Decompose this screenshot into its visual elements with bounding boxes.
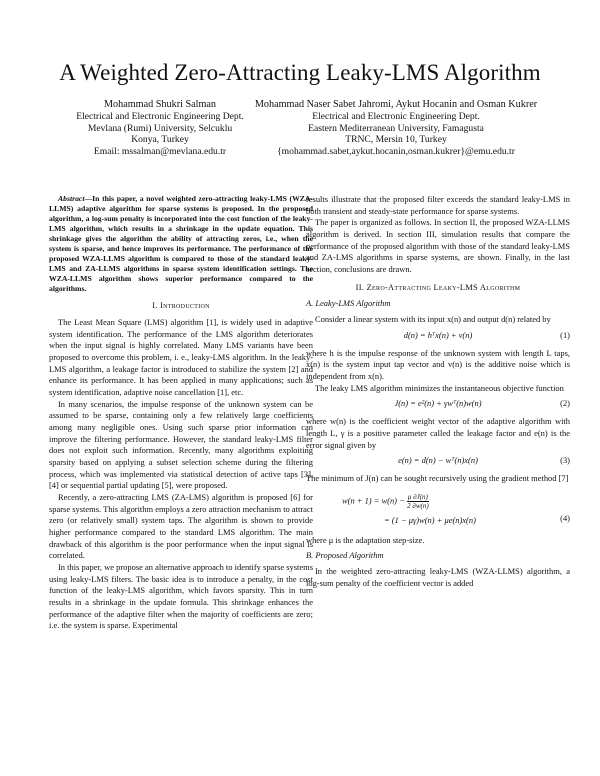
- author-1-location: Konya, Turkey: [131, 134, 189, 146]
- intro-paragraph-1: The Least Mean Square (LMS) algorithm [1], is widely used in adaptive system identification. The performance of the LMS algorithm deteriorates when the input signal is highly correlated. Many LMS variants have been proposed to overcome this problem, i. e., leaky-LMS algorithm. In the leaky-LMS algorithm, a leakage factor is introduced to stabilize the system [2] and enhance its performance. It has been applied in many applications; such as system identification, adaptive noise cancellation [1], etc.: [49, 317, 313, 398]
- equation-4-line-2: = (1 − μγ)w(n) + μe(n)x(n): [384, 514, 476, 525]
- intro-paragraph-2: In many scenarios, the impulse response of the unknown system can be assumed to be sparse, containing only a few relatively large coefficients among many negligible ones. Using such sparse prior information can improve the filtering performance. However, the standard leaky-LMS filter does not exploit such information. Recently, many algorithms exploiting sparsity based on applying a subset selection scheme during the filtering process, which was implemented via statistical detection of active taps [3], [4] or sequential partial updating [5], were proposed.: [49, 398, 313, 491]
- equation-4-fraction-bottom: 2 ∂w(n): [407, 501, 429, 510]
- leaky-lms-paragraph-1: Consider a linear system with its input x(n) and output d(n) related by: [315, 313, 551, 324]
- section-2-heading: II. Zero-Attracting Leaky-LMS Algorithm: [355, 282, 521, 292]
- leaky-lms-paragraph-5: The minimum of J(n) can be sought recursively using the gradient method [7]: [306, 473, 569, 484]
- intro-paragraph-3: Recently, a zero-attracting LMS (ZA-LMS) algorithm is proposed [6] for sparse systems. This algorithm employs a zero attraction mechanism to attract zero (or relatively small) system taps. The algorithm is shown to provide higher performance compared to the standard LMS algorithm. The main drawback of this algorithm is the poor performance when the input signal is correlated.: [49, 491, 313, 561]
- section-1-heading: I. Introduction: [152, 301, 210, 311]
- equation-1-body: d(n) = hᵀx(n) + v(n): [403, 329, 473, 340]
- subsection-a-heading: A. Leaky-LMS Algorithm: [306, 298, 391, 309]
- equation-2-number: (2): [560, 398, 570, 409]
- author-1-name: Mohammad Shukri Salman: [103, 99, 217, 110]
- right-column: [306, 194, 570, 589]
- paper-title: A Weighted Zero-Attracting Leaky-LMS Algorithm: [59, 60, 541, 85]
- author-2-email: {mohammad.sabet,aykut.hocanin,osman.kukrer}@emu.edu.tr: [277, 145, 515, 157]
- leaky-lms-paragraph-3: The leaky LMS algorithm minimizes the instantaneous objective function: [315, 382, 564, 393]
- author-2-dept: Electrical and Electronic Engineering Dept.: [312, 111, 480, 123]
- intro-paragraph-6: The paper is organized as follows. In section II, the proposed WZA-LLMS algorithm is derived. In section III, simulation results that compare the performance of the proposed algorithm with those of the standard leaky-LMS and ZA-LMS algorithms in sparse systems, are shown. Finally, in the last section, conclusions are drawn.: [306, 217, 570, 274]
- equation-3: [306, 451, 570, 473]
- equation-4-line-1: [342, 493, 429, 510]
- abstract: [49, 194, 313, 294]
- author-1-university: Mevlana (Rumi) University, Selcuklu: [87, 122, 233, 134]
- leaky-lms-paragraph-4: where w(n) is the coefficient weight vector of the adaptive algorithm with length L, γ is a positive parameter called the leakage factor and e(n) is the error signal given by: [306, 416, 570, 450]
- equation-4-number: (4): [560, 512, 570, 523]
- abstract-label: Abstract: [58, 194, 85, 203]
- proposed-paragraph-1: In the weighted zero-attracting leaky-LMS (WZA-LLMS) algorithm, a log-sum penalty of the coefficient vector is added: [306, 566, 570, 588]
- equation-4-fraction-top: μ ∂J(n): [407, 492, 428, 501]
- equation-2: [306, 394, 570, 416]
- abstract-text: —In this paper, a novel weighted zero-attracting leaky-LMS (WZA-LLMS) adaptive algorithm for sparse systems is proposed. In the proposed algorithm, a log-sum penalty is incorporated into the cost function of the leaky-LMS algorithm, which results in a shrinkage in the update equation. This shrinkage gives the algorithm the ability of attracting zeros, i.e., when the system is sparse, and hence improves its performance. The performance of the proposed WZA-LLMS algorithm is compared to those of the standard leaky-LMS and ZA-LLMS algorithms in sparse system identification settings. The WZA-LLMS algorithm shows superior performance compared to the algorithms.: [49, 194, 313, 294]
- leaky-lms-paragraph-2: where h is the impulse response of the unknown system with length L taps, x(n) is the system input tap vector and v(n) is the additive noise which is independent from x(n).: [306, 347, 570, 381]
- author-2-location: TRNC, Mersin 10, Turkey: [345, 134, 447, 146]
- leaky-lms-paragraph-6: where μ is the adaptation step-size.: [306, 534, 425, 545]
- equation-1: [306, 326, 570, 348]
- author-1: [55, 99, 265, 157]
- author-2-university: Eastern Mediterranean University, Famagusta: [308, 122, 484, 134]
- subsection-b-heading: B. Proposed Algorithm: [306, 550, 384, 561]
- author-2-name: Mohammad Naser Sabet Jahromi, Aykut Hocanin and Osman Kukrer: [254, 99, 538, 110]
- author-2: [236, 99, 556, 157]
- equation-2-body: J(n) = e²(n) + γwᵀ(n)w(n): [394, 398, 482, 409]
- equation-1-number: (1): [560, 329, 570, 340]
- author-1-dept: Electrical and Electronic Engineering Dept.: [76, 111, 244, 123]
- left-column: [49, 194, 313, 632]
- equation-3-number: (3): [560, 455, 570, 466]
- author-1-email: Email: mssalman@mevlana.edu.tr: [93, 145, 227, 157]
- equation-4-lhs: w(n + 1) = w(n) −: [342, 495, 405, 506]
- equation-4-fraction: [407, 493, 429, 510]
- equation-3-body: e(n) = d(n) − wᵀ(n)x(n): [398, 455, 478, 466]
- equation-4: [306, 485, 570, 535]
- intro-paragraph-4: In this paper, we propose an alternative approach to identify sparse systems using leaky-LMS filters. The basic idea is to introduce a penalty, in the cost function of the leaky-LMS algorithm, which favors sparsity. This in turn results in a shrinkage in the update formula. This shrinkage enhances the performance of the adaptive filter when the majority of coefficients are zero; i.e. the system is sparse. Experimental: [49, 561, 313, 631]
- intro-paragraph-5: results illustrate that the proposed filter exceeds the standard leaky-LMS in both transient and steady-state performance for sparse systems.: [306, 194, 570, 216]
